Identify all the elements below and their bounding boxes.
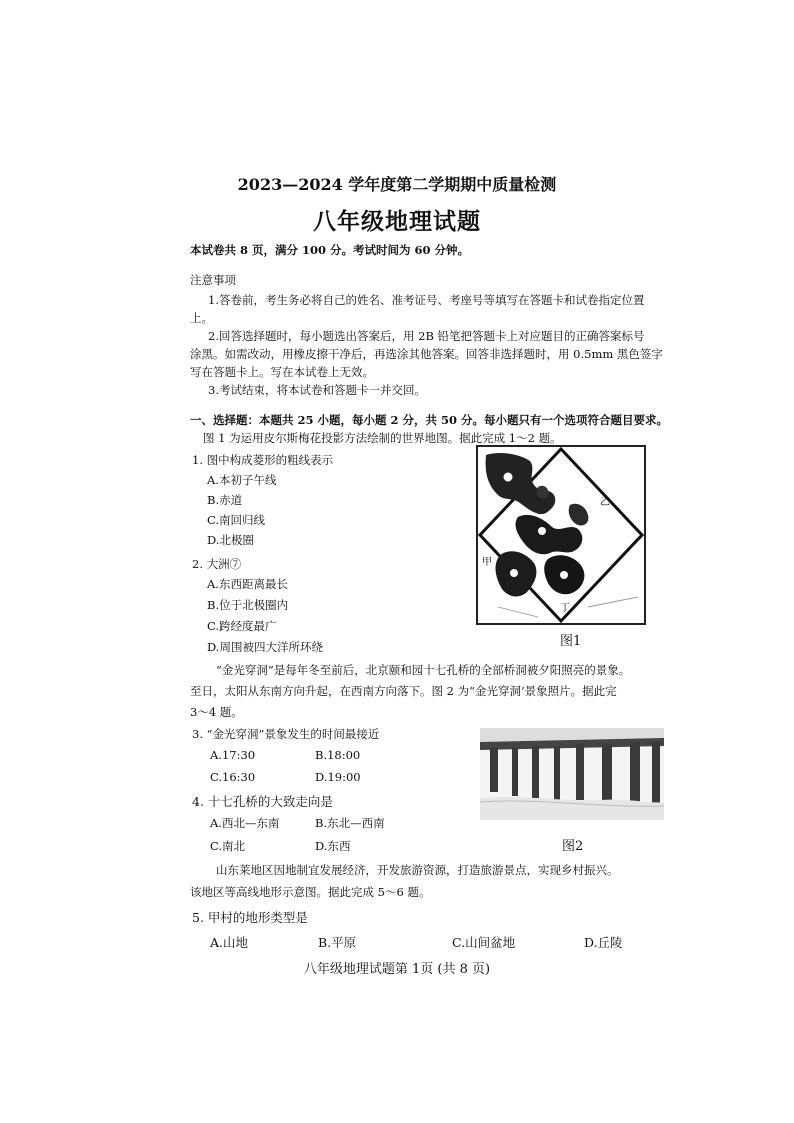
q3-option-d: D.19:00 [315,770,361,784]
figure1-caption: 图1 [560,634,582,649]
q5-option-a: A.山地 [210,935,249,950]
q4-option-b: B.东北—西南 [315,816,385,830]
notice-heading: 注意事项 [190,273,236,287]
q3-option-b: B.18:00 [315,748,361,762]
passage2-line3: 3～4 题。 [190,705,243,719]
notice-item2-line1: 2.回答选择题时，每小题选出答案后，用 2B 铅笔把答题卡上对应题目的正确答案标号 [208,329,645,343]
figure2-caption: 图2 [562,839,584,854]
subject-title: 八年级地理试题 [313,208,481,235]
q4-option-c: C.南北 [210,839,246,853]
notice-item2-line3: 写在答题卡上。写在本试卷上无效。 [190,365,374,379]
notice-item1-line2: 上。 [190,311,213,325]
q1-stem: 1. 图中构成菱形的粗线表示 [192,453,334,467]
notice-item2-line2: 涂黑。如需改动，用橡皮擦干净后，再选涂其他答案。回答非选择题时，用 0.5mm 黑色签字 [190,347,663,361]
q2-option-c: C.跨经度最广 [207,619,277,633]
q3-option-c: C.16:30 [210,770,256,784]
notice-item3: 3.考试结束，将本试卷和答题卡一并交回。 [208,383,426,397]
q1-option-d: D.北极圈 [207,533,254,547]
map-label-jia: 甲 [482,557,492,568]
q5-stem: 5. 甲村的地形类型是 [192,910,308,925]
world-map-graphic [478,447,644,623]
passage2-line2: 至日，太阳从东南方向升起，在西南方向落下。图 2 为“金光穿洞’景象照片。据此完 [190,684,617,698]
q4-stem: 4. 十七孔桥的大致走向是 [192,794,333,809]
notice-item1-line1: 1.答卷前，考生务必将自己的姓名、准考证号、考座号等填写在答题卡和试卷指定位置 [208,293,645,307]
map-label-ding: 丁 [560,603,570,614]
section1-heading: 一、选择题：本题共 25 小题，每小题 2 分，共 50 分。每小题只有一个选项符合题目要求。 [190,413,669,427]
passage3-line1: 山东莱地区因地制宜发展经济，开发旅游资源，打造旅游景点，实现乡村振兴。 [216,863,619,877]
q4-option-a: A.西北—东南 [210,816,280,830]
q2-option-a: A.东西距离最长 [207,577,288,591]
figure1-world-map [476,445,646,625]
page-footer: 八年级地理试题第 1页 (共 8 页) [303,962,491,977]
bridge-photo-graphic [480,728,664,820]
q1-option-c: C.南回归线 [207,513,266,527]
figure2-bridge-photo [480,728,664,820]
q5-option-b: B.平原 [318,935,357,950]
q1-option-b: B.赤道 [207,493,243,507]
exam-title: 2023—2024 学年度第二学期期中质量检测 [237,175,557,194]
exam-intro: 本试卷共 8 页，满分 100 分。考试时间为 60 分钟。 [190,243,470,257]
q2-option-b: B.位于北极圈内 [207,598,289,612]
q4-option-d: D.东西 [315,839,351,853]
q2-option-d: D.周围被四大洋所环绕 [207,640,323,654]
q2-stem: 2. 大洲⑦ [192,557,242,571]
q3-option-a: A.17:30 [210,748,256,762]
q5-option-c: C.山间盆地 [452,935,516,950]
map-label-yi: 乙 [600,497,610,508]
q1-option-a: A.本初子午线 [207,473,277,487]
passage3-line2: 该地区等高线地形示意图。据此完成 5～6 题。 [190,885,431,899]
passage2-line1: “金光穿洞”是每年冬至前后，北京颐和园十七孔桥的全部桥洞被夕阳照亮的景象。 [216,663,631,677]
section1-intro: 图 1 为运用皮尔斯梅花投影方法绘制的世界地图。据此完成 1～2 题。 [203,431,562,445]
q5-option-d: D.丘陵 [584,935,623,950]
q3-stem: 3. “金光穿洞”景象发生的时间最接近 [192,727,380,741]
